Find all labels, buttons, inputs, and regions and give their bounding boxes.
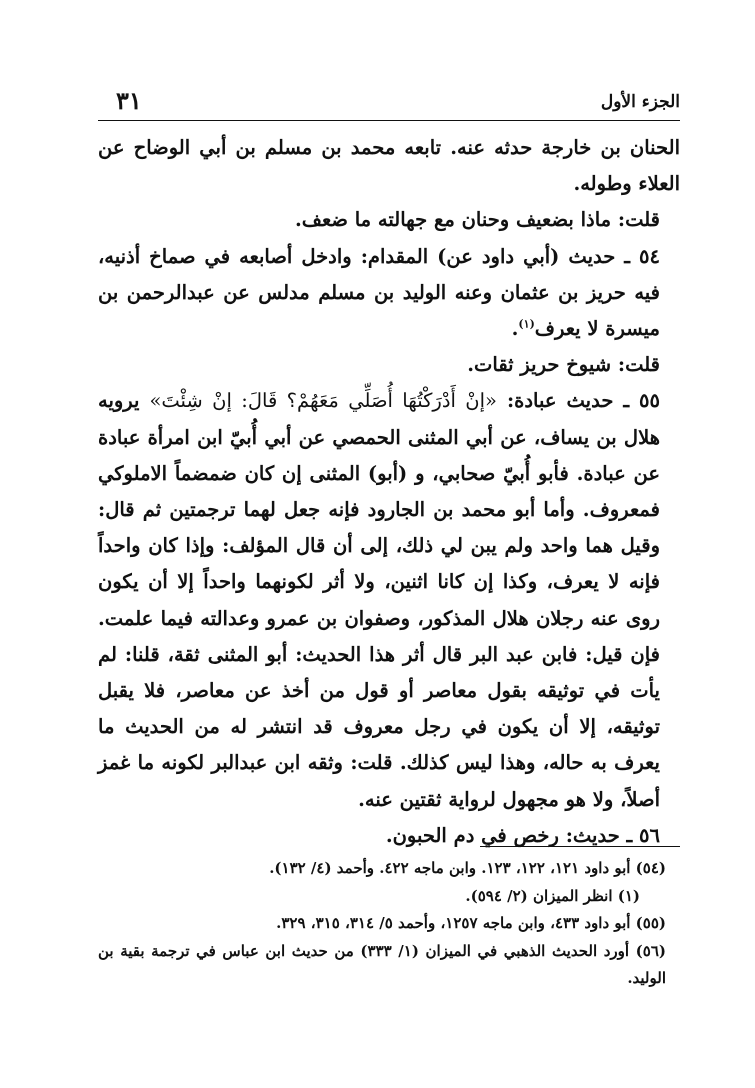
paragraph-hadith-55 (98, 383, 680, 817)
page-header (98, 86, 680, 121)
footnote-1: (١) انظر الميزان (٢/ ٥٩٤). (465, 886, 640, 905)
hadith-55-text: يرويه هلال بن يساف، عن أبي المثنى الحمصي عن أبي أُبيّ ابن امرأة عبادة عن عبادة. فأبو أُبيّ صحابي، و (أبو) المثنى إن كان ضمضماً الاملوكي فمعروف. وأما أبو محمد بن الجارود فإنه جعل لهما ترجمتين ثم قال: وقيل هما واحد ولم يبن لي ذلك، إلى أن قال المؤلف: وإذا كان واحداً فإنه لا يعرف، وكذا إن كانا اثنين، ولا أثر لكونهما واحداً إلا أن يكون روى عنه رجلان هلال المذكور، وصفوان بن عمرو وعدالته فيما علمت. فإن قيل: فابن عبد البر قال أثر هذا الحديث: أبو المثنى ثقة، قلنا: لم يأت في توثيقه بقول معاصر أو قول من أخذ عن معاصر، فلا يقبل توثيقه، إلا أن يكون في رجل معروف قد انتشر له من الحديث ما يعرف به حاله، وهذا ليس كذلك. قلت: وثقه ابن عبدالبر لكونه ما غمز أصلاً، ولا هو مجهول لرواية ثقتين عنه. (98, 389, 660, 811)
paragraph-comment-2: قلت: شيوخ حريز ثقات. (467, 353, 660, 377)
footnote-reference: (١) (518, 317, 535, 331)
hadith-54-end: . (511, 317, 519, 341)
hadith-55-start: ٥٥ ـ حديث عبادة: (496, 389, 660, 413)
running-title: الجزء الأول (600, 92, 680, 112)
footnote-55: (٥٥) أبو داود ٤٣٣، وابن ماجه ١٢٥٧، وأحمد ٥/ ٣١٤، ٣١٥، ٣٢٩. (276, 914, 666, 932)
paragraph-hadith-54 (98, 239, 680, 348)
main-text (98, 130, 680, 854)
paragraph-hadith-56: ٥٦ ـ حديث: رخص في دم الحبون. (385, 823, 660, 847)
paragraph-comment: قلت: ماذا بضعيف وحنان مع جهالته ما ضعف. (295, 208, 660, 232)
hadith-55-quote: «إنْ أَدْرَكْتُهَا أُصَلِّي مَعَهُمْ؟ قَالَ: إنْ شِئْتَ» (149, 389, 497, 413)
footnote-56: (٥٦) أورد الحديث الذهبي في الميزان (١/ ٣٣٣) من حديث ابن عباس في ترجمة بقية بن الوليد. (98, 941, 667, 987)
hadith-54-text: ٥٤ ـ حديث (أبي داود عن) المقدام: وادخل أصابعه في صماخ أذنيه، فيه حريز بن عثمان وعنه الوليد بن مسلم مدلس عن عبدالرحمن بن ميسرة لا يعرف (98, 244, 660, 341)
footnote-divider (480, 846, 680, 847)
paragraph-continuation: الحنان بن خارجة حدثه عنه. تابعه محمد بن مسلم بن أبي الوضاح عن العلاء وطوله. (98, 136, 680, 196)
footnotes (98, 855, 680, 993)
footnote-54: (٥٤) أبو داود ١٢١، ١٢٢، ١٢٣. وابن ماجه ٤٢٢. وأحمد (٤/ ١٣٢). (269, 859, 666, 877)
page-number: ٣١ (116, 86, 142, 115)
